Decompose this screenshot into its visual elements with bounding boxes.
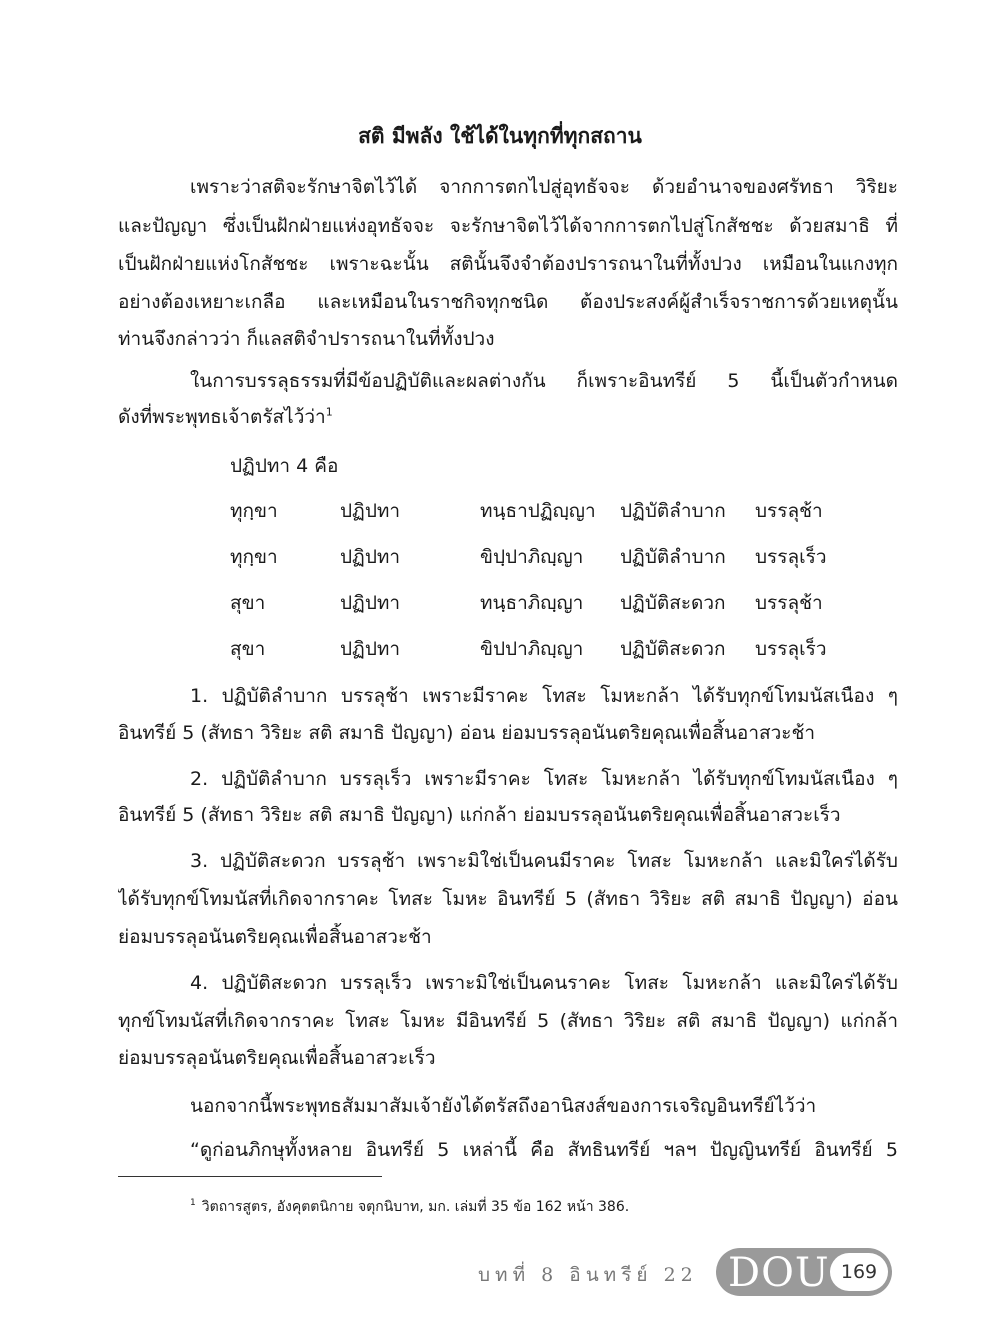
chapter-label: บทที่ 8 อินทรีย์ 22 [478,1264,698,1286]
para1-line-3: เป็นฝักฝ่ายแห่งโกสัชชะ เพราะฉะนั้น สตินั้นจึงจำต้องปรารถนาในที่ทั้งปวง เหมือนในแกงทุก [118,253,898,275]
footnote-mark: 1 [190,1198,196,1209]
item-4-line-3: ย่อมบรรลุอนันตริยคุณเพื่อสิ้นอาสวะเร็ว [118,1047,436,1069]
patipada-col-a: ทุกฺขา [230,500,278,522]
footnote [190,1196,629,1218]
item-4-line-1: 4. ปฏิบัติสะดวก บรรลุเร็ว เพราะมิใช่เป็นคนราคะ โทสะ โมหะกล้า และมิใคร่ได้รับ [190,972,898,994]
para1-line-4: อย่างต้องเหยาะเกลือ และเหมือนในราชกิจทุกชนิด ต้องประสงค์ผู้สำเร็จราชการด้วยเหตุนั้น [118,291,898,313]
patipada-col-d: ปฏิบัติสะดวก [620,638,726,660]
item-2-line-2: อินทรีย์ 5 (สัทธา วิริยะ สติ สมาธิ ปัญญา) แก่กล้า ย่อมบรรลุอนันตริยคุณเพื่อสิ้นอาสวะเร็ว [118,804,841,826]
para1-line-1: เพราะว่าสติจะรักษาจิตไว้ได้ จากการตกไปสู่อุทธัจจะ ด้วยอำนาจของศรัทธา วิริยะ [190,176,898,198]
item-2-line-1: 2. ปฏิบัติลำบาก บรรลุเร็ว เพราะมีราคะ โทสะ โมหะกล้า ได้รับทุกข์โทมนัสเนือง ๆ [190,768,898,790]
patipada-row [230,635,830,665]
para2-line-2 [118,403,898,433]
patipada-col-c: ขิปปาภิญฺญา [480,638,584,660]
dou-logo-text: DOU [728,1250,830,1296]
para2-line-1: ในการบรรลุธรรมที่มีข้อปฏิบัติและผลต่างกัน ก็เพราะอินทรีย์ 5 นี้เป็นตัวกำหนด [190,370,898,392]
patipada-col-b: ปฏิปทา [340,638,401,660]
patipada-col-c: ทนฺธาภิญฺญา [480,592,584,614]
patipada-col-c: ขิปฺปาภิญฺญา [480,546,584,568]
page-number: 169 [830,1253,888,1291]
patipada-title: ปฏิปทา 4 คือ [230,455,339,477]
para1-line-5: ท่านจึงกล่าวว่า ก็แลสติจำปรารถนาในที่ทั้งปวง [118,328,495,350]
patipada-col-a: สุขา [230,592,266,614]
patipada-col-c: ทนฺธาปฏิญฺญา [480,500,596,522]
patipada-col-d: ปฏิบัติลำบาก [620,500,726,522]
patipada-col-a: ทุกฺขา [230,546,278,568]
patipada-col-b: ปฏิปทา [340,546,401,568]
footnote-divider [118,1176,382,1177]
patipada-col-d: ปฏิบัติสะดวก [620,592,726,614]
patipada-col-d: ปฏิบัติลำบาก [620,546,726,568]
patipada-row [230,543,830,573]
patipada-col-e: บรรลุช้า [755,592,823,614]
footnote-ref: 1 [325,405,333,419]
item-3-line-3: ย่อมบรรลุอนันตริยคุณเพื่อสิ้นอาสวะช้า [118,926,432,948]
item-1-line-1: 1. ปฏิบัติลำบาก บรรลุช้า เพราะมีราคะ โทสะ โมหะกล้า ได้รับทุกข์โทมนัสเนือง ๆ [190,685,898,707]
para3: นอกจากนี้พระพุทธสัมมาสัมเจ้ายังได้ตรัสถึงอานิสงส์ของการเจริญอินทรีย์ไว้ว่า [190,1095,817,1117]
patipada-col-e: บรรลุเร็ว [755,638,827,660]
item-1-line-2: อินทรีย์ 5 (สัทธา วิริยะ สติ สมาธิ ปัญญา) อ่อน ย่อมบรรลุอนันตริยคุณเพื่อสิ้นอาสวะช้า [118,722,816,744]
patipada-col-e: บรรลุเร็ว [755,546,827,568]
quote-line: “ดูก่อนภิกษุทั้งหลาย อินทรีย์ 5 เหล่านี้ คือ สัทธินทรีย์ ฯลฯ ปัญญินทรีย์ อินทรีย์ 5 [190,1139,898,1161]
patipada-row [230,497,830,527]
section-heading: สติ มีพลัง ใช้ได้ในทุกที่ทุกสถาน [358,124,642,148]
para2-text: ดังที่พระพุทธเจ้าตรัสไว้ว่า [118,406,326,428]
patipada-col-b: ปฏิปทา [340,592,401,614]
item-4-line-2: ทุกข์โทมนัสที่เกิดจากราคะ โทสะ โมหะ มีอินทรีย์ 5 (สัทธา วิริยะ สติ สมาธิ ปัญญา) แก่กล้า [118,1010,898,1032]
item-3-line-2: ได้รับทุกข์โทมนัสที่เกิดจากราคะ โทสะ โมหะ อินทรีย์ 5 (สัทธา วิริยะ สติ สมาธิ ปัญญา) อ่อน [118,888,898,910]
footnote-text: วิตถารสูตร, อังคุตตนิกาย จตุกนิบาท, มก. เล่มที่ 35 ข้อ 162 หน้า 386. [201,1199,630,1215]
patipada-col-b: ปฏิปทา [340,500,401,522]
patipada-row [230,589,830,619]
patipada-col-e: บรรลุช้า [755,500,823,522]
para1-line-2: และปัญญา ซึ่งเป็นฝักฝ่ายแห่งอุทธัจจะ จะรักษาจิตไว้ได้จากการตกไปสู่โกสัชชะ ด้วยสมาธิ ที่ [118,215,898,237]
item-3-line-1: 3. ปฏิบัติสะดวก บรรลุช้า เพราะมิใช่เป็นคนมีราคะ โทสะ โมหะกล้า และมิใคร่ได้รับ [190,850,898,872]
patipada-col-a: สุขา [230,638,266,660]
